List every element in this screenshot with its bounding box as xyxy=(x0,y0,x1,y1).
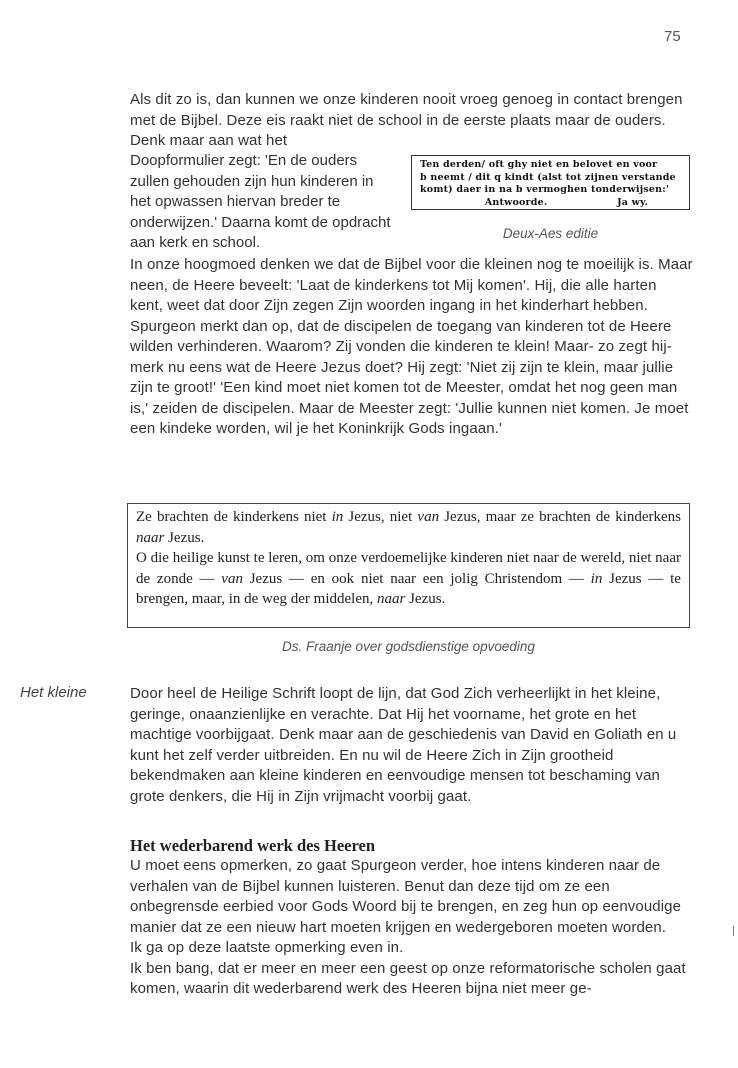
paragraph-het-kleine xyxy=(130,684,693,807)
quote-em: naar xyxy=(376,591,406,607)
paragraph-laatste-opmerking: Ik ga op deze laatste opmerking even in. xyxy=(130,939,404,956)
page-edge-mark xyxy=(733,926,734,936)
margin-note: Het kleine xyxy=(20,684,87,701)
paragraph-doopformulier: Doopformulier zegt: 'En de ouders zullen gehouden zijn hun kinderen in het opwassen hiervan breder te onderwijzen.' Daarna komt de opdracht aan kerk en school. xyxy=(130,152,391,251)
quote-seg: Jezus. xyxy=(405,591,446,607)
figure-deux-aes-excerpt xyxy=(411,155,690,210)
figure-line-3: komt) daer in na b vermoghen tonderwijsen:' xyxy=(420,184,670,195)
paragraph-ik-ben-bang: Ik ben bang, dat er meer en meer een geest op onze reformatorische scholen gaat komen, waarin dit wederbarend werk des Heeren bijna niet meer ge- xyxy=(130,959,686,997)
quote-em: in xyxy=(331,509,344,525)
figure-caption: Deux-Aes editie xyxy=(502,226,599,241)
figure-line-1: Ten derden/ oft ghy niet en belovet en voor xyxy=(420,159,658,170)
paragraph-wederbarend-text: U moet eens opmerken, zo gaat Spurgeon verder, hoe intens kinderen naar de verhalen van de Bijbel kunnen luisteren. Benut dan deze tijd om ze een onbegrensde eerbied voor Gods Woord bij te brengen, en zeg hun op eenvoudige manier dat ze een nieuw hart moeten krijgen en wedergeboren moeten worden. xyxy=(130,857,682,936)
figure-line-4-left: Antwoorde. xyxy=(484,196,548,208)
quote-seg: Jezus — te brengen, maar, in de weg der middelen, xyxy=(136,570,681,607)
quote-box xyxy=(127,503,690,628)
page-number: 75 xyxy=(664,28,681,45)
quote-em: van xyxy=(221,570,243,587)
quote-seg: Jezus — en ook niet naar een jolig Christendom — xyxy=(242,570,591,587)
quote-text xyxy=(136,507,681,610)
paragraph-hoogmoed-text: In onze hoogmoed denken we dat de Bijbel voor die kleinen nog te moeilijk is. Maar neen, de Heere beveelt: 'Laat de kinderkens tot Mij komen'. Hij, die alle harten kent, weet dat door Zijn zegen Zijn woorden ingang in het kinderhart hebben. Spurgeon merkt dan op, dat de discipelen de toegang van kinderen tot de Heere wilden verhinderen. Waarom? Zij vonden die kinderen te klein! Maar- zo zegt hij- merk nu eens wat de Heere Jezus doet? Hij zegt: 'Niet zij zijn te klein, maar jullie zijn te groot!' 'Een kind moet niet komen tot de Meester, omdat het nog geen man is,' zeiden de discipelen. Maar de Meester zegt: 'Jullie kunnen niet komen. Je moet een kindeke worden, wil je het Koninkrijk Gods ingaan.' xyxy=(130,256,693,437)
paragraph-intro-text: Als dit zo is, dan kunnen we onze kinderen nooit vroeg genoeg in contact brengen met de Bijbel. Deze eis raakt niet de school in de eerste plaats maar de ouders. Denk maar aan wat het xyxy=(130,91,683,149)
quote-seg: Jezus, niet xyxy=(343,509,418,525)
paragraph-het-kleine-text: Door heel de Heilige Schrift loopt de lijn, dat God Zich verheerlijkt in het kleine, geringe, onaanzienlijke en verachte. Dat Hij het voorname, het grote en het machtige voorbijgaat. Denk maar aan de geschiedenis van David en Goliath en u kunt het zelf verder uitbreiden. En nu wil de Heere Zich in Zijn grootheid bekendmaken aan kleine kinderen en eenvoudige mensen tot beschaming van grote denkers, die Hij in Zijn vrijmacht voorbij gaat. xyxy=(130,685,677,805)
paragraph-hoogmoed xyxy=(130,255,693,440)
figure-line-4-right: Ja wy. xyxy=(617,196,649,208)
paragraph-wederbarend xyxy=(130,856,693,1000)
paragraph-intro xyxy=(130,90,693,152)
quote-seg: Jezus. xyxy=(164,529,205,546)
quote-em: in xyxy=(590,570,603,587)
quote-seg: O die heilige kunst te leren, om onze verdoemelijke kinderen niet naar de wereld, niet naar de zonde — xyxy=(136,550,681,587)
section-heading: Het wederbarend werk des Heeren xyxy=(130,836,376,855)
figure-line-4 xyxy=(420,197,683,210)
quote-seg: Ze brachten de kinderkens niet xyxy=(136,509,332,525)
figure-line-2: b neemt / dit q kindt (alst tot zijnen verstande xyxy=(420,171,676,183)
quote-seg: Jezus, maar ze brachten de kinderkens xyxy=(439,509,682,525)
quote-em: van xyxy=(417,509,440,525)
quote-caption: Ds. Fraanje over godsdienstige opvoeding xyxy=(282,639,535,654)
quote-em: naar xyxy=(136,529,165,546)
